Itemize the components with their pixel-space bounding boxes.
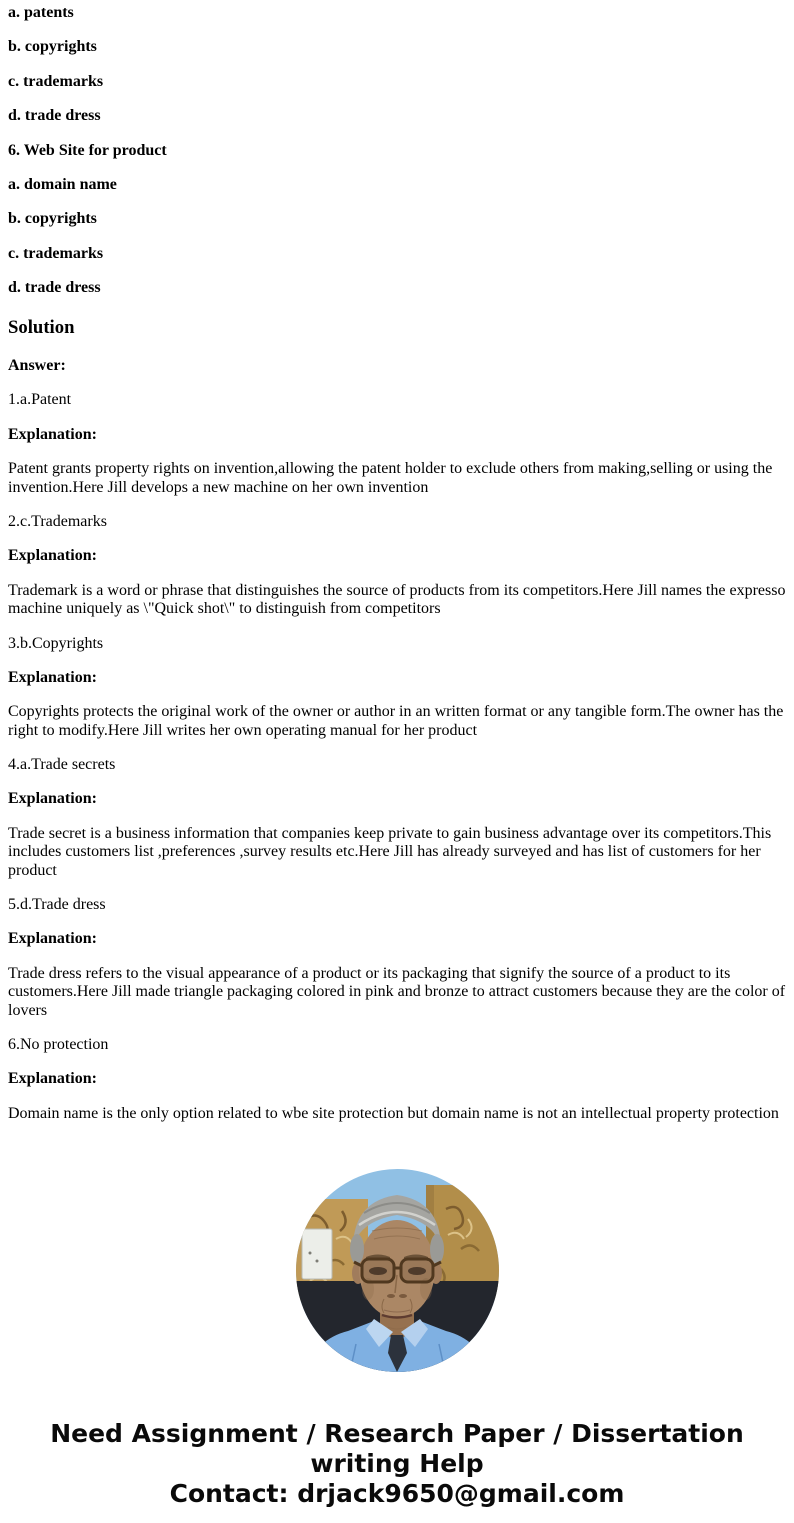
answer-item: 2.c.Trademarks: [8, 512, 107, 530]
explanation-text: Trade secret is a business information that companies keep private to gain business advantage over its competitors.This includes customers list ,preferences ,survey results etc.Here Jill has already surveyed and has list of customers for her product: [8, 824, 772, 879]
solution-heading: Solution: [8, 316, 75, 338]
answer-item: 5.d.Trade dress: [8, 896, 106, 914]
question-option: c. trademarks: [8, 72, 104, 90]
question-options: [8, 4, 786, 298]
answer-item: 4.a.Trade secrets: [8, 756, 116, 774]
answer-label: Answer:: [8, 357, 66, 375]
question-option: b. copyrights: [8, 210, 97, 228]
explanation-label: Explanation:: [8, 790, 97, 808]
solution-section: [8, 317, 786, 1124]
explanation-label: Explanation:: [8, 547, 97, 565]
explanation-text: Trade dress refers to the visual appearance of a product or its packaging that signify the source of a product to its customers.Here Jill made triangle packaging colored in pink and bronze to attract customers because they are the color of lovers: [8, 964, 786, 1019]
question-option: a. patents: [8, 4, 74, 21]
explanation-label: Explanation:: [8, 668, 97, 686]
explanation-text: Domain name is the only option related to wbe site protection but domain name is not an intellectual property protection: [8, 1104, 779, 1122]
question-option: c. trademarks: [8, 244, 104, 262]
question-option: 6. Web Site for product: [8, 141, 167, 159]
tutor-avatar: [296, 1169, 499, 1372]
explanation-label: Explanation:: [8, 930, 97, 948]
footer-help-text-line1: Need Assignment / Research Paper / Dissertation: [50, 1419, 744, 1449]
question-option: a. domain name: [8, 175, 117, 193]
explanation-label: Explanation:: [8, 1070, 97, 1088]
explanation-text: Patent grants property rights on invention,allowing the patent holder to exclude others from making,selling or using the invention.Here Jill develops a new machine on her own invention: [8, 460, 773, 496]
question-option: d. trade dress: [8, 107, 101, 125]
question-option: d. trade dress: [8, 279, 101, 297]
explanation-label: Explanation:: [8, 425, 97, 443]
footer-help-text-line2: writing Help: [310, 1449, 484, 1479]
answer-item: 3.b.Copyrights: [8, 634, 104, 652]
answer-item: 1.a.Patent: [8, 391, 72, 409]
explanation-text: Copyrights protects the original work of the owner or author in an written format or any tangible form.The owner has the right to modify.Here Jill writes her own operating manual for her product: [8, 703, 784, 739]
footer-banner: [8, 1419, 786, 1509]
avatar-section: [8, 1169, 786, 1372]
answer-item: 6.No protection: [8, 1036, 109, 1053]
footer-contact: Contact: drjack9650@gmail.com: [169, 1479, 625, 1509]
explanation-text: Trademark is a word or phrase that distinguishes the source of products from its competitors.Here Jill names the expresso machine uniquely as \"Quick shot\" to distinguish from competitors: [8, 581, 786, 618]
question-option: b. copyrights: [8, 38, 97, 56]
